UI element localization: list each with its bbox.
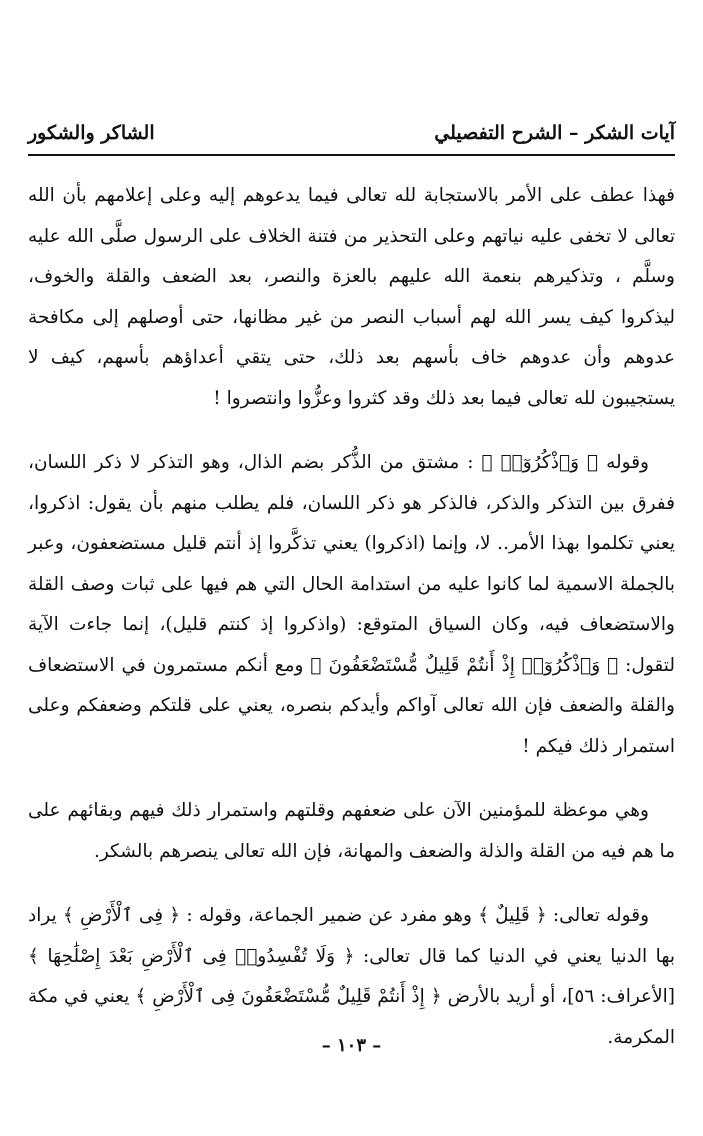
paragraph-3: وهي موعظة للمؤمنين الآن على ضعفهم وقلتهم واستمرار ذلك فيهم وبقائهم على ما هم فيه من القلة والذلة والضعف والمهانة، فإن الله تعالى ينصرهم بالشكر.: [28, 800, 675, 862]
page-number: – ١٠٣ –: [321, 1035, 382, 1056]
paragraph-4: وقوله تعالى: ﴿ قَلِيلٌ ﴾ وهو مفرد عن ضمير الجماعة، وقوله : ﴿ فِى ٱلْأَرْضِ ﴾ يراد بها الدنيا يعني في الدنيا كما قال تعالى: ﴿ وَلَا تُفْسِدُوا۟ فِى ٱلْأَرْضِ بَعْدَ إِصْلَٰحِهَا ﴾ [الأعراف: ٥٦]، أو أريد بالأرض ﴿ إِذْ أَنتُمْ قَلِيلٌ مُّسْتَضْعَفُونَ فِى ٱلْأَرْضِ ﴾ يعني في مكة المكرمة.: [28, 905, 675, 1048]
book-section-title: آيات الشكر – الشرح التفصيلي: [434, 122, 675, 144]
running-header: [28, 118, 675, 156]
paragraph-1: فهذا عطف على الأمر بالاستجابة لله تعالى فيما يدعوهم إليه وعلى إعلامهم بأن الله تعالى لا تخفى عليه نياتهم وعلى التحذير من فتنة الخلاف على الرسول صلَّى الله عليه وسلَّم ، وتذكيرهم بنعمة الله عليهم بالعزة والنصر، بعد الضعف والقلة والخوف، ليذكروا كيف يسر الله لهم أسباب النصر من غير مظانها، حتى أوصلهم إلى مكافحة عدوهم وأن عدوهم خاف بأسهم بعد ذلك، حتى يتقي أعداؤهم بأسهم، كيف لا يستجيبون لله تعالى فيما بعد ذلك وقد كثروا وعزُّوا وانتصروا !: [28, 185, 675, 409]
paragraph-2: وقوله ﴿ وَٱذْكُرُوٓا۟ ﴾ : مشتق من الذُّكر بضم الذال، وهو التذكر لا ذكر اللسان، ففرق بين التذكر والذكر، فالذكر هو ذكر اللسان، فلم يطلب منهم بأن يقول: اذكروا، يعني تكلموا بهذا الأمر.. لا، وإنما (اذكروا) يعني تذكَّروا إذ أنتم قليل مستضعفون، وعبر بالجملة الاسمية لما كانوا عليه من استدامة الحال التي هم فيها على ثبات وصف القلة والاستضعاف فيه، وكان السياق المتوقع: (واذكروا إذ كنتم قليل)، إنما جاءت الآية لتقول: ﴿ وَٱذْكُرُوٓا۟ إِذْ أَنتُمْ قَلِيلٌ مُّسْتَضْعَفُونَ ﴾ ومع أنكم مستمرون في الاستضعاف والقلة والضعف فإن الله تعالى آواكم وأيدكم بنصره، يعني على قلتكم وضعفكم وعلى استمرار ذلك فيكم !: [28, 452, 675, 757]
page-body: [28, 176, 675, 1082]
book-title: الشاكر والشكور: [28, 122, 155, 144]
